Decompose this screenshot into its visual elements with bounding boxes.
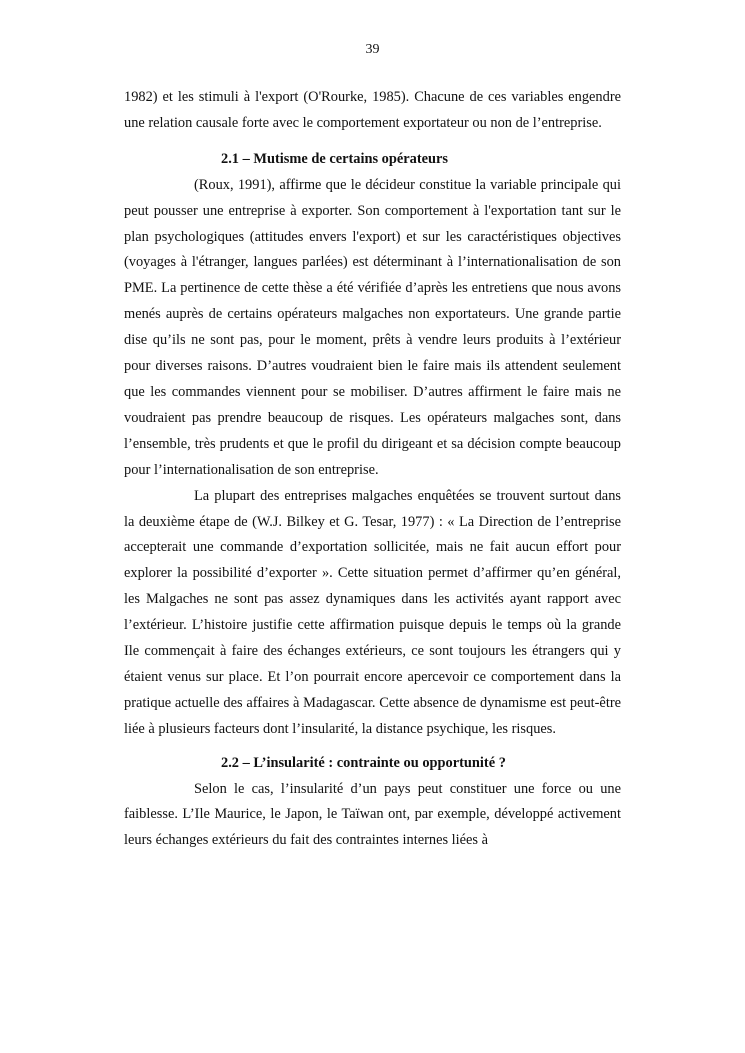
intro-paragraph: 1982) et les stimuli à l'export (O'Rourke, 1985). Chacune de ces variables engendre une relation causale forte avec le comportement exportateur ou non de l’entreprise.: [124, 89, 621, 131]
section-2-1-paragraph-2: La plupart des entreprises malgaches enquêtées se trouvent surtout dans la deuxième étape de (W.J. Bilkey et G. Tesar, 1977) : « La Direction de l’entreprise accepterait une commande d’exportation sollicitée, mais ne fait aucun effort pour explorer la possibilité d’exporter ». Cette situation permet d’affirmer qu’en général, les Malgaches ne sont pas assez dynamiques dans les activités ayant rapport avec l’extérieur. L’histoire justifie cette affirmation puisque depuis le temps où la grande Ile commençait à faire des échanges extérieurs, ce sont toujours les étrangers qui y étaient venus sur place. Et l’on pourrait encore apercevoir ce comportement dans la pratique actuelle des affaires à Madagascar. Cette absence de dynamisme est peut-être liée à plusieurs facteurs dont l’insularité, la distance psychique, les risques.: [124, 487, 621, 737]
section-2-1-heading: 2.1 – Mutisme de certains opérateurs: [221, 150, 449, 167]
page-number: 39: [365, 42, 380, 57]
document-body: [124, 85, 621, 854]
section-2-2-paragraph-1: Selon le cas, l’insularité d’un pays peut constituer une force ou une faiblesse. L’Ile Maurice, le Japon, le Taïwan ont, par exemple, développé activement leurs échanges extérieurs du fait des contraintes internes liées à: [124, 780, 621, 849]
section-2-1-paragraph-1: (Roux, 1991), affirme que le décideur constitue la variable principale qui peut pousser une entreprise à exporter. Son comportement à l'exportation tant sur le plan psychologiques (attitudes envers l'export) et sur les caractéristiques objectives (voyages à l'étranger, langues parlées) est déterminant à l’internationalisation de son PME. La pertinence de cette thèse a été vérifiée d’après les entretiens que nous avons menés auprès de certains opérateurs malgaches non exportateurs. Une grande partie dise qu’ils ne sont pas, pour le moment, prêts à vendre leurs produits à l’extérieur pour diverses raisons. D’autres voudraient bien le faire mais ils attendent seulement que les commandes viennent pour se mobiliser. D’autres affirment le faire mais ne voudraient pas prendre beaucoup de risques. Les opérateurs malgaches sont, dans l’ensemble, très prudents et que le profil du dirigeant et sa décision compte beaucoup pour l’internationalisation de son entreprise.: [124, 176, 621, 478]
section-2-2-heading: 2.2 – L’insularité : contrainte ou opportunité ?: [221, 754, 506, 771]
